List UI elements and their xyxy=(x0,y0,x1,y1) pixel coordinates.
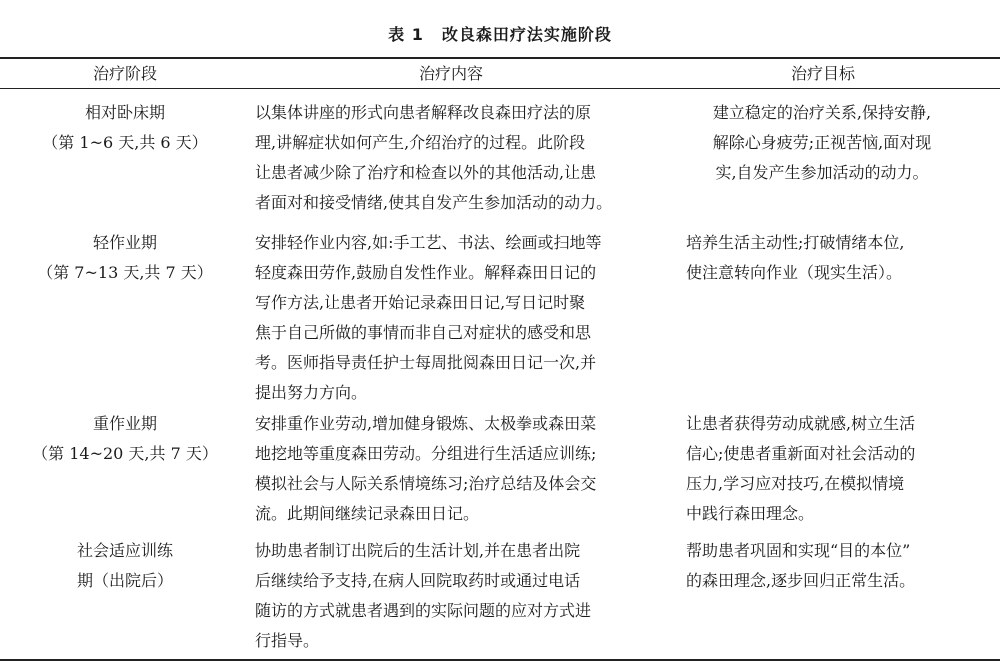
row-2-content xyxy=(255,228,647,408)
goal-line: 建立稳定的治疗关系,保持安静, xyxy=(712,103,932,122)
content-line: 焦于自己所做的事情而非自己对症状的感受和思 xyxy=(255,323,592,342)
header-goal: 治疗目标 xyxy=(790,64,855,83)
goal-line: 使注意转向作业（现实生活）。 xyxy=(686,263,903,282)
content-line: 协助患者制订出院后的生活计划,并在患者出院 xyxy=(255,541,581,560)
row-4-stage xyxy=(25,536,225,596)
content-line: 提出努力方向。 xyxy=(255,383,368,402)
goal-line: 信心;使患者重新面对社会活动的 xyxy=(686,444,916,463)
row-1-goal xyxy=(686,98,958,188)
top-rule xyxy=(0,57,1000,59)
header-stage: 治疗阶段 xyxy=(92,64,157,83)
content-line: 考。医师指导责任护士每周批阅森田日记一次,并 xyxy=(255,353,597,372)
table-title xyxy=(0,22,1000,45)
stage-name: 相对卧床期 xyxy=(84,103,165,122)
content-line: 理,讲解症状如何产生,介绍治疗的过程。此阶段 xyxy=(255,133,586,152)
stage-name: 重作业期 xyxy=(92,414,157,433)
content-line: 地挖地等重度森田劳动。分组进行生活适应训练; xyxy=(255,444,597,463)
content-line: 行指导。 xyxy=(255,631,320,650)
header-content: 治疗内容 xyxy=(418,64,483,83)
table-caption: 改良森田疗法实施阶段 xyxy=(441,25,612,44)
content-line: 以集体讲座的形式向患者解释改良森田疗法的原 xyxy=(255,103,592,122)
row-3-goal xyxy=(686,409,958,529)
content-line: 者面对和接受情绪,使其自发产生参加活动的动力。 xyxy=(255,193,613,212)
goal-line: 解除心身疲劳;正视苦恼,面对现 xyxy=(712,133,932,152)
row-2-goal xyxy=(686,228,958,288)
content-line: 写作方法,让患者开始记录森田日记,写日记时聚 xyxy=(255,293,586,312)
row-2-stage xyxy=(25,228,225,288)
row-3-content xyxy=(255,409,647,529)
content-line: 模拟社会与人际关系情境练习;治疗总结及体会交 xyxy=(255,474,597,493)
goal-line: 压力,学习应对技巧,在模拟情境 xyxy=(686,474,905,493)
goal-line: 实,自发产生参加活动的动力。 xyxy=(715,163,929,182)
row-4-goal xyxy=(686,536,958,596)
row-3-stage xyxy=(25,409,225,469)
row-4-content xyxy=(255,536,647,656)
goal-line: 让患者获得劳动成就感,树立生活 xyxy=(686,414,916,433)
row-1-stage xyxy=(25,98,225,158)
goal-line: 帮助患者巩固和实现“目的本位” xyxy=(686,541,911,560)
table-number: 表 1 xyxy=(388,25,424,44)
content-line: 让患者减少除了治疗和检查以外的其他活动,让患 xyxy=(255,163,597,182)
stage-name: 社会适应训练 xyxy=(76,541,173,560)
stage-period: （第 1~6 天,共 6 天） xyxy=(42,133,208,152)
stage-name: 轻作业期 xyxy=(92,233,157,252)
bottom-rule xyxy=(0,659,1000,661)
content-line: 安排重作业劳动,增加健身锻炼、太极拳或森田菜 xyxy=(255,414,597,433)
stage-period: （第 14~20 天,共 7 天） xyxy=(32,444,218,463)
content-line: 轻度森田劳作,鼓励自发性作业。解释森田日记的 xyxy=(255,263,597,282)
content-line: 安排轻作业内容,如:手工艺、书法、绘画或扫地等 xyxy=(255,233,602,252)
content-line: 流。此期间继续记录森田日记。 xyxy=(255,504,480,523)
row-1-content xyxy=(255,98,647,218)
goal-line: 培养生活主动性;打破情绪本位, xyxy=(686,233,905,252)
content-line: 后继续给予支持,在病人回院取药时或通过电话 xyxy=(255,571,581,590)
stage-period: 期（出院后） xyxy=(76,571,173,590)
goal-line: 中践行森田理念。 xyxy=(686,504,815,523)
header-rule xyxy=(0,88,1000,89)
stage-period: （第 7~13 天,共 7 天） xyxy=(37,263,213,282)
goal-line: 的森田理念,逐步回归正常生活。 xyxy=(686,571,916,590)
content-line: 随访的方式就患者遇到的实际问题的应对方式进 xyxy=(255,601,592,620)
